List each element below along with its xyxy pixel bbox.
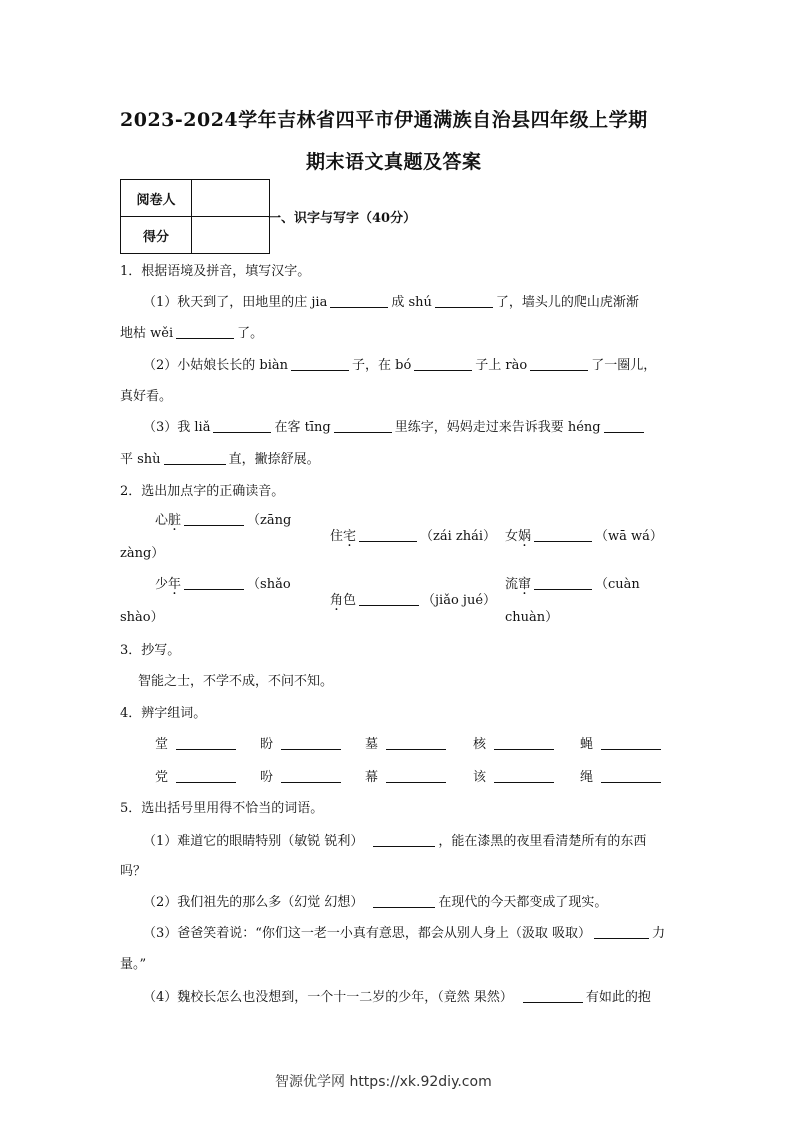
text: 子上 rào xyxy=(475,358,528,373)
blank[interactable] xyxy=(359,540,417,542)
options: （zāng xyxy=(247,513,292,528)
text: 少 xyxy=(155,577,169,592)
q1-s3-line1 xyxy=(143,416,647,435)
text: （3）爸爸笑着说：“你们这一老一小真有意思，都会从别人身上（汲取 吸取） xyxy=(143,926,592,941)
q5-stem: 5．选出括号里用得不恰当的词语。 xyxy=(120,801,324,816)
q1-stem: 1．根据语境及拼音，填写汉字。 xyxy=(120,264,311,279)
text: （1）难道它的眼睛特别（敏锐 锐利） xyxy=(143,834,364,849)
blank[interactable] xyxy=(601,781,661,783)
q1-s3-line2 xyxy=(120,448,320,467)
q4-char: 绳 xyxy=(580,770,594,785)
blank[interactable] xyxy=(184,524,244,526)
q4-char: 盼 xyxy=(260,737,274,752)
text: 了。 xyxy=(237,326,264,341)
grade-table xyxy=(120,179,270,254)
q1-s2-line1 xyxy=(143,354,656,373)
blank[interactable] xyxy=(601,748,661,750)
q4-char: 堂 xyxy=(155,737,169,752)
text: 子，在 bó xyxy=(352,358,412,373)
q4-char: 党 xyxy=(155,770,169,785)
q1-s2-line2: 真好看。 xyxy=(120,389,173,404)
q2-item-5 xyxy=(330,589,496,608)
section-heading: 一、识字与写字（40分） xyxy=(268,211,417,226)
score-field[interactable] xyxy=(192,217,270,254)
q2-item-4-cont: shào） xyxy=(120,610,164,625)
blank[interactable] xyxy=(414,369,472,371)
text: 流 xyxy=(505,577,519,592)
q5-s1-line1 xyxy=(143,830,646,849)
page-title-line1: 2023-2024学年吉林省四平市伊通满族自治县四年级上学期 xyxy=(120,109,648,131)
blank[interactable] xyxy=(359,604,419,606)
q2-item-1 xyxy=(155,509,291,528)
blank[interactable] xyxy=(184,588,244,590)
text: （1）秋天到了，田地里的庄 jia xyxy=(143,295,328,310)
options: （wā wá） xyxy=(595,529,663,544)
q4-item xyxy=(260,733,344,752)
q4-char: 幕 xyxy=(365,770,379,785)
text: 力 xyxy=(652,926,666,941)
q4-item xyxy=(365,733,449,752)
blank[interactable] xyxy=(594,937,649,939)
q4-stem: 4．辨字组词。 xyxy=(120,706,207,721)
blank[interactable] xyxy=(330,306,388,308)
blank[interactable] xyxy=(176,337,234,339)
q2-item-6 xyxy=(505,573,640,592)
text: （2）小姑娘长长的 biàn xyxy=(143,358,289,373)
blank[interactable] xyxy=(176,748,236,750)
blank[interactable] xyxy=(494,748,554,750)
blank[interactable] xyxy=(534,588,592,590)
text: （2）我们祖先的那么多（幻觉 幻想） xyxy=(143,895,364,910)
text: 了，墙头儿的爬山虎渐渐 xyxy=(495,295,639,310)
q4-char: 该 xyxy=(473,770,487,785)
footer-watermark: 智源优学网 https://xk.92diy.com xyxy=(275,1074,492,1090)
q4-item xyxy=(473,766,557,785)
dotted-char: 宅 xyxy=(343,529,357,544)
text: 住 xyxy=(330,529,344,544)
q1-s1-line1 xyxy=(143,291,639,310)
blank[interactable] xyxy=(523,1001,583,1003)
blank[interactable] xyxy=(386,781,446,783)
score-label: 得分 xyxy=(121,217,192,254)
text: 有如此的抱 xyxy=(585,990,651,1005)
q4-item xyxy=(580,766,664,785)
dotted-char: 娲 xyxy=(518,529,532,544)
blank[interactable] xyxy=(530,369,588,371)
blank[interactable] xyxy=(373,845,435,847)
dotted-char: 脏 xyxy=(168,513,182,528)
options: （jiǎo jué） xyxy=(422,593,497,608)
q4-char: 核 xyxy=(473,737,487,752)
text: 地枯 wěi xyxy=(120,326,174,341)
q1-s1-line2 xyxy=(120,322,263,341)
text: 了一圈儿， xyxy=(591,358,657,373)
text: 在客 tīng xyxy=(274,420,331,435)
text: 平 shù xyxy=(120,452,161,467)
text: ，能在漆黑的夜里看清楚所有的东西 xyxy=(438,834,647,849)
blank[interactable] xyxy=(534,540,592,542)
dotted-char: 窜 xyxy=(518,577,532,592)
blank[interactable] xyxy=(373,906,435,908)
blank[interactable] xyxy=(164,463,226,465)
blank[interactable] xyxy=(604,431,644,433)
blank[interactable] xyxy=(281,781,341,783)
dotted-char: 年 xyxy=(168,577,182,592)
text: 成 shú xyxy=(391,295,432,310)
q5-s1-line2: 吗？ xyxy=(120,864,147,879)
options: （zái zhái） xyxy=(420,529,497,544)
text: 在现代的今天都变成了现实。 xyxy=(438,895,608,910)
text: 心 xyxy=(155,513,169,528)
q5-s2 xyxy=(143,891,607,910)
text: 女 xyxy=(505,529,519,544)
blank[interactable] xyxy=(435,306,493,308)
q4-item xyxy=(473,733,557,752)
reviewer-label: 阅卷人 xyxy=(121,180,192,217)
q2-item-1-cont: zàng） xyxy=(120,546,165,561)
blank[interactable] xyxy=(386,748,446,750)
q4-item xyxy=(580,733,664,752)
blank[interactable] xyxy=(281,748,341,750)
blank[interactable] xyxy=(494,781,554,783)
text: 色 xyxy=(343,593,357,608)
q2-item-6-cont: chuàn） xyxy=(505,610,559,625)
q4-item xyxy=(155,766,239,785)
q4-char: 墓 xyxy=(365,737,379,752)
blank[interactable] xyxy=(334,431,392,433)
text: （4）魏校长怎么也没想到，一个十一二岁的少年，（竟然 果然） xyxy=(143,990,513,1005)
q2-item-4 xyxy=(155,573,291,592)
q2-item-3 xyxy=(505,525,663,544)
q4-item xyxy=(155,733,239,752)
q4-char: 吩 xyxy=(260,770,274,785)
reviewer-field[interactable] xyxy=(192,180,270,217)
q3-text: 智能之士，不学不成，不问不知。 xyxy=(138,674,334,689)
q5-s3-line1 xyxy=(143,922,665,941)
options: （cuàn xyxy=(595,577,640,592)
text: 直，撇捺舒展。 xyxy=(228,452,320,467)
text: 里练字，妈妈走过来告诉我要 héng xyxy=(394,420,601,435)
q2-stem: 2．选出加点字的正确读音。 xyxy=(120,484,285,499)
q5-s3-line2: 量。” xyxy=(120,957,147,972)
q3-stem: 3．抄写。 xyxy=(120,643,181,658)
blank[interactable] xyxy=(291,369,349,371)
text: （3）我 liǎ xyxy=(143,420,211,435)
q4-item xyxy=(260,766,344,785)
blank[interactable] xyxy=(213,431,271,433)
options: （shǎo xyxy=(247,577,291,592)
dotted-char: 角 xyxy=(330,593,344,608)
q2-item-2 xyxy=(330,525,496,544)
q5-s4 xyxy=(143,986,651,1005)
q4-char: 蝇 xyxy=(580,737,594,752)
blank[interactable] xyxy=(176,781,236,783)
page-title-line2: 期末语文真题及答案 xyxy=(306,151,482,173)
q4-item xyxy=(365,766,449,785)
